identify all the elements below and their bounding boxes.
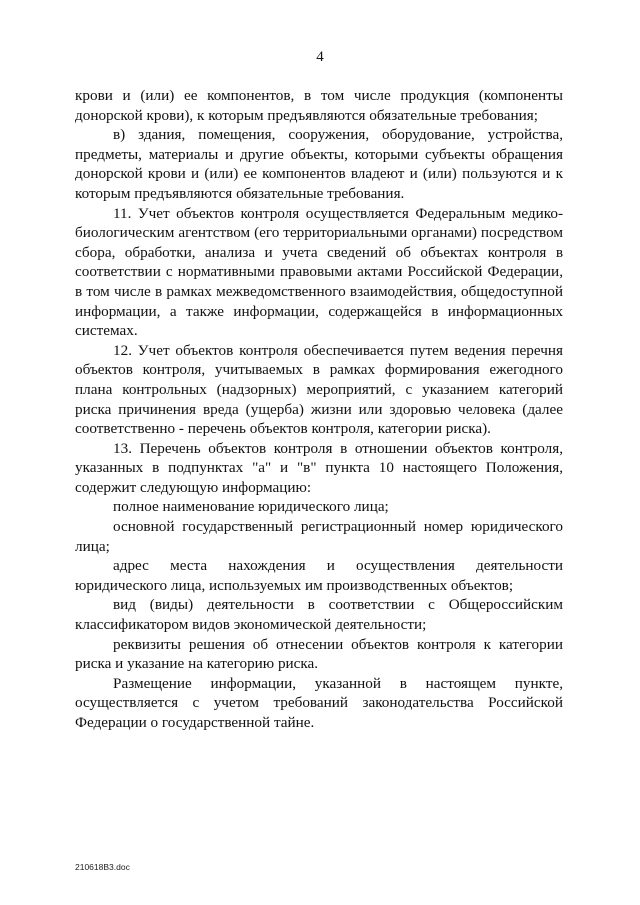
list-item-address: адрес места нахождения и осуществления деятельности юридического лица, используемых им производственных объектов; bbox=[75, 557, 563, 594]
page-number: 4 bbox=[316, 49, 324, 65]
paragraph-continuation: крови и (или) ее компонентов, в том числе продукция (компоненты донорской крови), к которым предъявляются обязательные требования; bbox=[75, 87, 563, 124]
paragraph-placement: Размещение информации, указанной в настоящем пункте, осуществляется с учетом требований законодательства Российской Федерации о государственной тайне. bbox=[75, 674, 563, 731]
list-item-activity: вид (виды) деятельности в соответствии с Общероссийским классификатором видов экономической деятельности; bbox=[75, 596, 563, 634]
list-item-risk-decision: реквизиты решения об отнесении объектов контроля к категории риска и указание на категорию риска. bbox=[75, 635, 563, 673]
paragraph-item-v: в) здания, помещения, сооружения, оборудование, устройства, предметы, материалы и другие объекты, которыми субъекты обращения донорской крови и (или) ее компонентов владеют и (или) пользуются и к которым предъявляются обязательные требования. bbox=[75, 126, 563, 202]
list-item-full-name: полное наименование юридического лица; bbox=[113, 498, 389, 516]
paragraph-11: 11. Учет объектов контроля осуществляется Федеральным медико-биологическим агентством (его территориальными органами) посредством сбора, обработки, анализа и учета сведений об объектах контроля в соответствии с нормативными правовыми актами Российской Федерации, в том числе в рамках межведомственного взаимодействия, общедоступной информации, а также информации, содержащейся в информационных системах. bbox=[75, 204, 563, 340]
list-item-ogrn: основной государственный регистрационный номер юридического лица; bbox=[75, 518, 563, 555]
paragraph-12: 12. Учет объектов контроля обеспечивается путем ведения перечня объектов контроля, учитываемых в рамках формирования ежегодного плана контрольных (надзорных) мероприятий, с указанием категорий риска причинения вреда (ущерба) жизни или здоровью человека (далее соответственно - перечень объектов контроля, категории риска). bbox=[75, 341, 563, 438]
footer-filename: 210618B3.doc bbox=[75, 862, 130, 872]
document-body bbox=[75, 86, 563, 733]
paragraph-13: 13. Перечень объектов контроля в отношении объектов контроля, указанных в подпунктах "а" и "в" пункта 10 настоящего Положения, содержит следующую информацию: bbox=[75, 439, 563, 496]
